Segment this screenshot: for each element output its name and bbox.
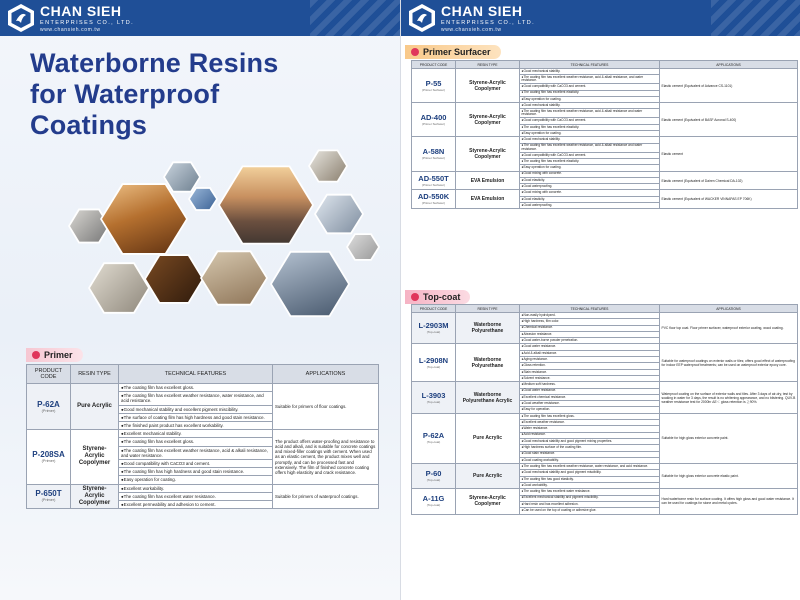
feature-item: ●The coating film has excellent weather resistance, acid & alkali resistance, and water resistance. [520, 75, 660, 84]
brand-website: www.chansieh.com.tw [40, 27, 101, 33]
primer-surfacer-section-tab [405, 45, 501, 59]
product-code-cell: P-62A (Primer) [27, 384, 71, 430]
feature-item: ●Good mechanical stability and good pigment mixing properties. [520, 438, 660, 444]
resin-type-cell: EVA Emulsion [456, 190, 520, 209]
product-code-cell: AD-550K (Primer Surfacer) [412, 190, 456, 209]
brand-block [441, 4, 535, 34]
feature-item: ●The finished paint product has excellent workability. [119, 422, 273, 430]
feature-item: ●Easy operation for coating. [520, 165, 660, 171]
feature-item: ●Good water-borne powder penetration. [520, 338, 660, 344]
header-applications: APPLICATIONS [660, 61, 798, 69]
application-cell: The product offers water-proofing and resistance to acid and alkali, and is suitable for concrete coatings and mixed-filler coatings with cement. When used as an elastic cement, the product mixes well and promptly, and can be processed fast and extensively. The film of finished concrete coating offers high elasticity and crack resistance. [273, 430, 379, 484]
header-resin-type: RESIN TYPE [456, 61, 520, 69]
feature-item: ●Excellent mechanical stability. [119, 430, 273, 438]
table-header-row [412, 305, 798, 313]
chan-sieh-logo-icon [6, 3, 36, 33]
resin-type-cell: Pure Acrylic [456, 464, 520, 489]
title-line: for Waterproof [30, 79, 220, 109]
feature-item: ●Medium soft hardness. [520, 382, 660, 388]
application-cell: Elastic cement (Equivalent of Advance CS-1101) [660, 69, 798, 103]
header-product-code: PRODUCT CODE [412, 305, 456, 313]
feature-item: ●Good water resistance. [520, 344, 660, 350]
product-code-cell: L-2903M (Top-coat) [412, 313, 456, 344]
product-code-cell: P-55 (Primer Surfacer) [412, 69, 456, 103]
feature-item: ●The coating film has excellent weather resistance, acid & alkali resistance, and water resistance. [119, 446, 273, 459]
feature-item: ●Gloss retention. [520, 363, 660, 369]
product-code-cell: P-62A (Top-coat) [412, 413, 456, 463]
application-cell: Suitable for primers of floor coatings. [273, 384, 379, 430]
resin-type-cell: Pure Acrylic [456, 413, 520, 463]
resin-type-cell: Waterborne Polyurethane [456, 344, 520, 382]
table-header-row [412, 61, 798, 69]
feature-item: ●Good coating workability. [520, 457, 660, 463]
hex-photo-roof [272, 250, 348, 318]
resin-type-cell: Waterborne Polyurethane [456, 313, 520, 344]
primer-table [26, 364, 379, 509]
header-bar [0, 0, 400, 36]
hex-photo-wood-panel [146, 254, 202, 304]
feature-item: ●Good compatibility with CaCO3 and cement. [520, 84, 660, 90]
feature-item: ●The coating film has excellent weather resistance, acid & alkali resistance and water resistance. [520, 143, 660, 152]
application-cell: Suitable for high gloss exterior concrete paint. [660, 413, 798, 463]
title-line: Coatings [30, 110, 148, 140]
chan-sieh-logo-icon [407, 3, 437, 33]
brand-name: CHAN SIEH [40, 3, 122, 19]
feature-item: ●Good compatibility with CaCO3 and cement. [520, 118, 660, 124]
resin-type-cell: Styrene-Acrylic Copolymer [71, 430, 119, 484]
feature-item: ●The coating film has excellent water resistance. [520, 489, 660, 495]
brand-name: CHAN SIEH [441, 3, 523, 19]
product-code-cell: L-2908N (Top-coat) [412, 344, 456, 382]
feature-item: ●Solvent resistance. [520, 375, 660, 381]
header-technical-features: TECHNICAL FEATURES [520, 61, 660, 69]
application-cell: PVC floor top coat. Floor primer surfacer, waterproof exterior coating, wood coating. [660, 313, 798, 344]
product-code-cell: A-11G (Top-coat) [412, 489, 456, 514]
header-product-code: PRODUCT CODE [27, 365, 71, 384]
header-bar-right [401, 0, 800, 36]
product-code-cell: L-3903 (Top-coat) [412, 382, 456, 413]
feature-item: ●Good mixing with concrete. [520, 171, 660, 177]
feature-item: ●Good waterproofing. [520, 203, 660, 209]
feature-item: ●Good mechanical stability. [520, 69, 660, 75]
feature-item: ●Acid resistance. [520, 432, 660, 438]
feature-item: ●Excellent workability. [119, 484, 273, 492]
feature-item: ●Good stain resistance. [520, 451, 660, 457]
brand-subtitle: ENTERPRISES CO., LTD. [40, 20, 135, 26]
resin-type-cell: Styrene-Acrylic Copolymer [456, 137, 520, 171]
feature-item: ●Excellent chemical resistance. [520, 394, 660, 400]
application-cell: Suitable for waterproof coatings on exterior walls or tiles; offers good effect of waterproofing for indoor EEP waterproof treatments; can be used on waterproof exterior epoxy core. [660, 344, 798, 382]
product-code-cell: P-208SA (Primer) [27, 430, 71, 484]
feature-item: ●Good water resistance. [520, 388, 660, 394]
product-code-cell: A-58N (Primer Surfacer) [412, 137, 456, 171]
resin-type-cell: Pure Acrylic [71, 384, 119, 430]
feature-item: ●The coating film has excellent weather resistance, water resistance, and acid resistance. [520, 464, 660, 470]
feature-item: ●Easy for operation. [520, 407, 660, 413]
brand-website: www.chansieh.com.tw [441, 27, 502, 33]
primer-section-label: Primer [44, 350, 73, 360]
header-applications: APPLICATIONS [273, 365, 379, 384]
header-resin-type: RESIN TYPE [456, 305, 520, 313]
resin-type-cell: Styrene-Acrylic Copolymer [456, 69, 520, 103]
feature-item: ●Excellent permeability and adhesion to cement. [119, 501, 273, 509]
feature-item: ●Easy operation for coating. [520, 96, 660, 102]
feature-item: ●Chemical resistance. [520, 325, 660, 331]
feature-item: ●Good elasticity. [520, 196, 660, 202]
feature-item: ●Abrasion resistance. [520, 331, 660, 337]
feature-item: ●Good elasticity. [520, 177, 660, 183]
feature-item: ●Good mechanical stability and good pigment miscibility. [520, 470, 660, 476]
product-code-cell: AD-550T (Primer Surfacer) [412, 171, 456, 190]
feature-item: ●Good weather resistance. [520, 401, 660, 407]
feature-item: ●The surface of coating film has high hardness and good stain resistance. [119, 413, 273, 421]
table-header-row [27, 365, 379, 384]
topcoat-section-tab [405, 290, 470, 304]
resin-type-cell: EVA Emulsion [456, 171, 520, 190]
feature-item: ●The coating film has excellent elasticity. [520, 90, 660, 96]
feature-item: ●The coating film has high hardness and good stain resistance. [119, 468, 273, 476]
hex-photo-paint-brushes [202, 250, 266, 306]
feature-item: ●Good workability. [520, 483, 660, 489]
section-dot-icon [411, 48, 419, 56]
table-row [27, 430, 379, 438]
feature-item: ●Good mechanical stability. [520, 137, 660, 143]
application-cell: Elastic cement (Equivalent of WACKER VINNAPAS EP 706K) [660, 190, 798, 209]
feature-item: ●Good waterproofing. [520, 184, 660, 190]
feature-item: ●The coating film has excellent gloss. [520, 413, 660, 419]
feature-item: ●High hardness surface of the coating film. [520, 445, 660, 451]
page-title [30, 48, 278, 141]
feature-item: ●Can be used on the top of coating or adhesive glue. [520, 508, 660, 514]
feature-item: ●Excellent weather resistance. [520, 420, 660, 426]
feature-item: ●High hardness, film color. [520, 319, 660, 325]
topcoat-section-label: Top-coat [423, 292, 461, 302]
feature-item: ●The coating film has good elasticity. [520, 476, 660, 482]
application-cell: Elastic cement (Equivalent of BASF Acronal S-400) [660, 103, 798, 137]
hexagon-photo-collage [60, 152, 390, 352]
application-cell: Waterproof coating on the surface of exterior walls and tiles. After 3 days of air-dry, test by soaking in water for 3 days, the result is no whitening appearance, and no blistering. QUV-B weather resistance test for 2000hr ΔE＜ gloss retention is ≧90%. [660, 382, 798, 413]
header-product-code: PRODUCT CODE [412, 61, 456, 69]
topcoat-table [411, 304, 798, 515]
feature-item: ●Good mixing with concrete. [520, 190, 660, 196]
product-code-cell: AD-400 (Primer Surfacer) [412, 103, 456, 137]
brand-block [40, 4, 134, 34]
header-resin-type: RESIN TYPE [71, 365, 119, 384]
primer-surfacer-section-label: Primer Surfacer [423, 47, 491, 57]
header-applications: APPLICATIONS [660, 305, 798, 313]
resin-type-cell: Waterborne Polyurethane Acrylic [456, 382, 520, 413]
right-page [400, 0, 800, 600]
header-technical-features: TECHNICAL FEATURES [520, 305, 660, 313]
feature-item: ●Stain resistance. [520, 369, 660, 375]
feature-item: ●The coating film has excellent elasticity. [520, 124, 660, 130]
feature-item: ●Water resistance. [520, 426, 660, 432]
feature-item: ●Good mechanical stability and excellent pigment miscibility. [119, 405, 273, 413]
feature-item: ●Good compatibility with CaCO3 and cement. [520, 152, 660, 158]
hex-photo-wood-floor [102, 182, 186, 256]
application-cell: Elastic cement (Equivalent of Dairen Chemical DA-102) [660, 171, 798, 190]
feature-item: ●The coating film has excellent elasticity. [520, 158, 660, 164]
section-dot-icon [32, 351, 40, 359]
product-code-cell: P-650T (Primer) [27, 484, 71, 509]
feature-item: ●The coating film has excellent weather resistance, water resistance, and acid resistance. [119, 392, 273, 405]
application-cell: Suitable for primers of waterproof coatings. [273, 484, 379, 509]
resin-type-cell: Styrene-Acrylic Copolymer [456, 103, 520, 137]
application-cell: Hard waterborne resin for surface coating. It offers high gloss and good water resistance. It can be used for coatings for stone and metal cycles. [660, 489, 798, 514]
feature-item: ●The coating film has excellent gloss. [119, 438, 273, 446]
title-line: Waterborne Resins [30, 48, 279, 78]
application-cell: Suitable for high gloss exterior concrete elastic paint. [660, 464, 798, 489]
resin-type-cell: Styrene-Acrylic Copolymer [71, 484, 119, 509]
feature-item: ●Aging resistance. [520, 357, 660, 363]
feature-item: ●Easy operation for coating. [119, 476, 273, 484]
feature-item: ●Non-easily hydrolyzed. [520, 313, 660, 319]
feature-item: ●Hard resin and has excellent adhesion. [520, 501, 660, 507]
hex-photo-stone-building [90, 262, 148, 314]
table-row [27, 484, 379, 492]
feature-item: ●Excellent mechanical stability and pigment miscibility. [520, 495, 660, 501]
feature-item: ●The coating film has excellent water resistance. [119, 492, 273, 500]
brand-subtitle: ENTERPRISES CO., LTD. [441, 20, 536, 26]
feature-item: ●Acid & alkali resistance. [520, 350, 660, 356]
header-technical-features: TECHNICAL FEATURES [119, 365, 273, 384]
feature-item: ●The coating film has excellent gloss. [119, 384, 273, 392]
application-cell: Elastic cement [660, 137, 798, 171]
feature-item: ●Easy operation for coating. [520, 131, 660, 137]
feature-item: ●The coating film has excellent weather resistance, acid & alkali resistance and water resistance. [520, 109, 660, 118]
product-code-cell: P-60 (Top-coat) [412, 464, 456, 489]
primer-surfacer-table [411, 60, 798, 209]
feature-item: ●Good compatibility with CaCO3 and cement. [119, 460, 273, 468]
feature-item: ●Good mechanical stability. [520, 103, 660, 109]
resin-type-cell: Styrene-Acrylic Copolymer [456, 489, 520, 514]
section-dot-icon [411, 293, 419, 301]
hex-photo-city-skyline [220, 164, 312, 246]
table-row [27, 384, 379, 392]
primer-section-tab [26, 348, 83, 362]
